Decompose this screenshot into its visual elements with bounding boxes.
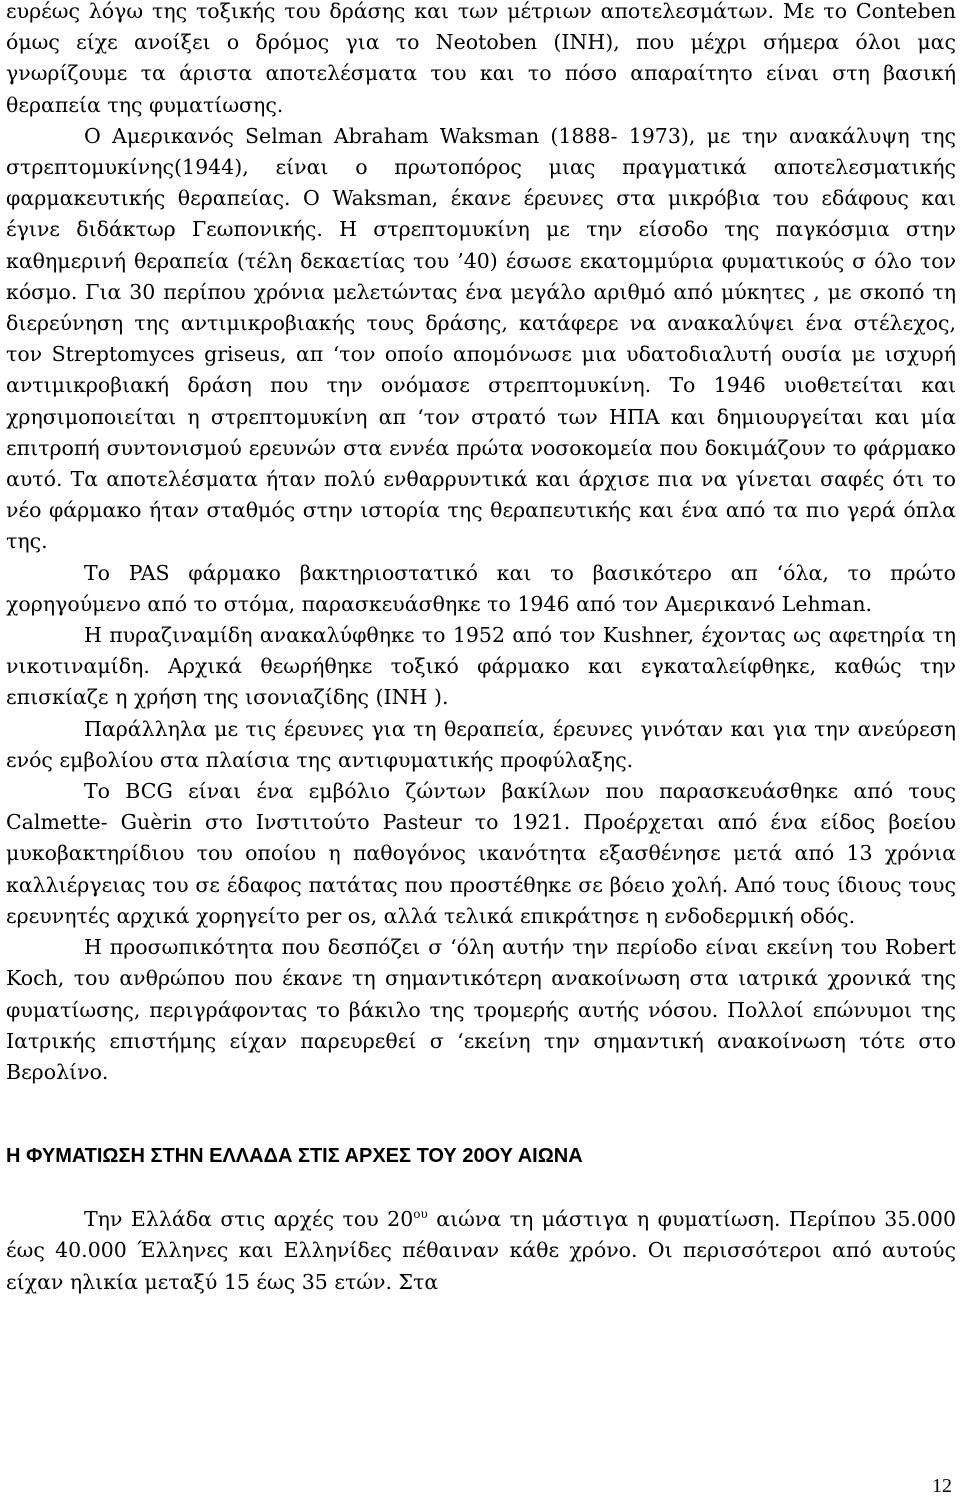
superscript-ordinal: ου [413,1207,428,1222]
paragraph-waksman: Ο Αμερικανός Selman Abraham Waksman (1888- 1973), με την ανακάλυψη της στρεπτομυκίνης(1944), είναι ο πρωτοπόρος μιας πραγματικά αποτελεσματικής φαρμακευτικής θεραπείας. Ο Waksman, έκανε έρευνες στα μικρόβια του εδάφους και έγινε διδάκτωρ Γεωπονικής. Η στρεπτομυκίνη με την είσοδο της παγκόσμια στην καθημερινή θεραπεία (τέλη δεκαετίας του ’40) έσωσε εκατομμύρια φυματικούς σ όλο τον κόσμο. Για 30 περίπου χρόνια μελετώντας ένα μεγάλο αριθμό από μύκητες , με σκοπό τη διερεύνηση της αντιμικροβιακής τους δράσης, κατάφερε να ανακαλύψει ένα στέλεχος, τον Streptomyces griseus, απ ‘τον οποίο απομόνωσε μια υδατοδιαλυτή ουσία με ισχυρή αντιμικροβιακή δράση που την ονόμασε στρεπτομυκίνη. Το 1946 υιοθετείται και χρησιμοποιείται η στρεπτομυκίνη απ ‘τον στρατό των ΗΠΑ και δημιουργείται και μία επιτροπή συντονισμού ερευνών στα εννέα πρώτα νοσοκομεία που δοκιμάζουν το φάρμακο αυτό. Τα αποτελέσματα ήταν πολύ ενθαρρυντικά και άρχισε πια να γίνεται σαφές ότι το νέο φάρμακο ήταν σταθμός στην ιστορία της θεραπευτικής και ένα από τα πιο γερά όπλα της. [6,123,956,554]
section-heading: Η ΦΥΜΑΤΙΩΣΗ ΣΤΗΝ ΕΛΛΑΔΑ ΣΤΙΣ ΑΡΧΕΣ ΤΟΥ 20ΟΥ ΑΙΩΝΑ [6,1145,583,1168]
document-page [6,0,956,1298]
paragraph-pas: Το PAS φάρμακο βακτηριοστατικό και το βασικότερο απ ‘όλα, το πρώτο χορηγούμενο από το στόμα, παρασκευάσθηκε το 1946 από τον Αμερικανό Lehman. [6,560,956,616]
paragraph-robert-koch: Η προσωπικότητα που δεσπόζει σ ‘όλη αυτήν την περίοδο είναι εκείνη του Robert Koch, του ανθρώπου που έκανε τη σημαντικότερη ανακοίνωση στα ιατρικά χρονικά της φυματίωσης, περιγράφοντας το βάκιλο της τρομερής αυτής νόσου. Πολλοί επώνυμοι της Ιατρικής επιστήμης είχαν παρευρεθεί σ ‘εκείνη την σημαντική ανακοίνωση τότε στο Βερολίνο. [6,935,956,1084]
page-number: 12 [932,1475,952,1497]
paragraph-text-end: αιώνα τη μάστιγα η φυματίωση. Περίπου 35.000 έως 40.000 Έλληνες και Ελληνίδες πέθαιναν κάθε χρόνο. Οι περισσότεροι από αυτούς είχαν ηλικία μεταξύ 15 έως 35 ετών. Στα [6,1207,956,1294]
paragraph-text-start: Την Ελλάδα στις αρχές του 20 [84,1207,414,1232]
paragraph-conteben: ευρέως λόγω της τοξικής του δράσης και των μέτριων αποτελεσμάτων. Με το Conteben όμως είχε ανοίξει ο δρόμος για το Neotoben (INH), που μέχρι σήμερα όλοι μας γνωρίζουμε τα άριστα αποτελέσματα του και το πόσο απαραίτητο είναι στη βασική θεραπεία της φυματίωσης. [6,0,956,117]
paragraph-greece-20th-century [6,1204,956,1298]
paragraph-bcg: Το BCG είναι ένα εμβόλιο ζώντων βακίλων που παρασκευάσθηκε από τους Calmette- Guèrin στο Ινστιτούτο Pasteur το 1921. Προέρχεται από ένα είδος βοείου μυκοβακτηρίδιου του οποίου η παθογόνος ικανότητα εξασθένησε μετά από 13 χρόνια καλλιέργειας του σε έδαφος πατάτας που προστέθηκε σε βόειο χολή. Από τους ίδιους τους ερευνητές αρχικά χορηγείτο per os, αλλά τελικά επικράτησε η ενδοδερμική οδός. [6,779,956,928]
paragraph-pyrazinamide: Η πυραζιναμίδη ανακαλύφθηκε το 1952 από τον Kushner, έχοντας ως αφετηρία τη νικοτιναμίδη. Αρχικά θεωρήθηκε τοξικό φάρμακο και εγκαταλείφθηκε, καθώς την επισκίαζε η χρήση της ισονιαζίδης (INH ). [6,623,956,710]
paragraph-vaccine-research: Παράλληλα με τις έρευνες για τη θεραπεία, έρευνες γινόταν και για την ανεύρεση ενός εμβολίου στα πλαίσια της αντιφυματικής προφύλαξης. [6,716,956,772]
